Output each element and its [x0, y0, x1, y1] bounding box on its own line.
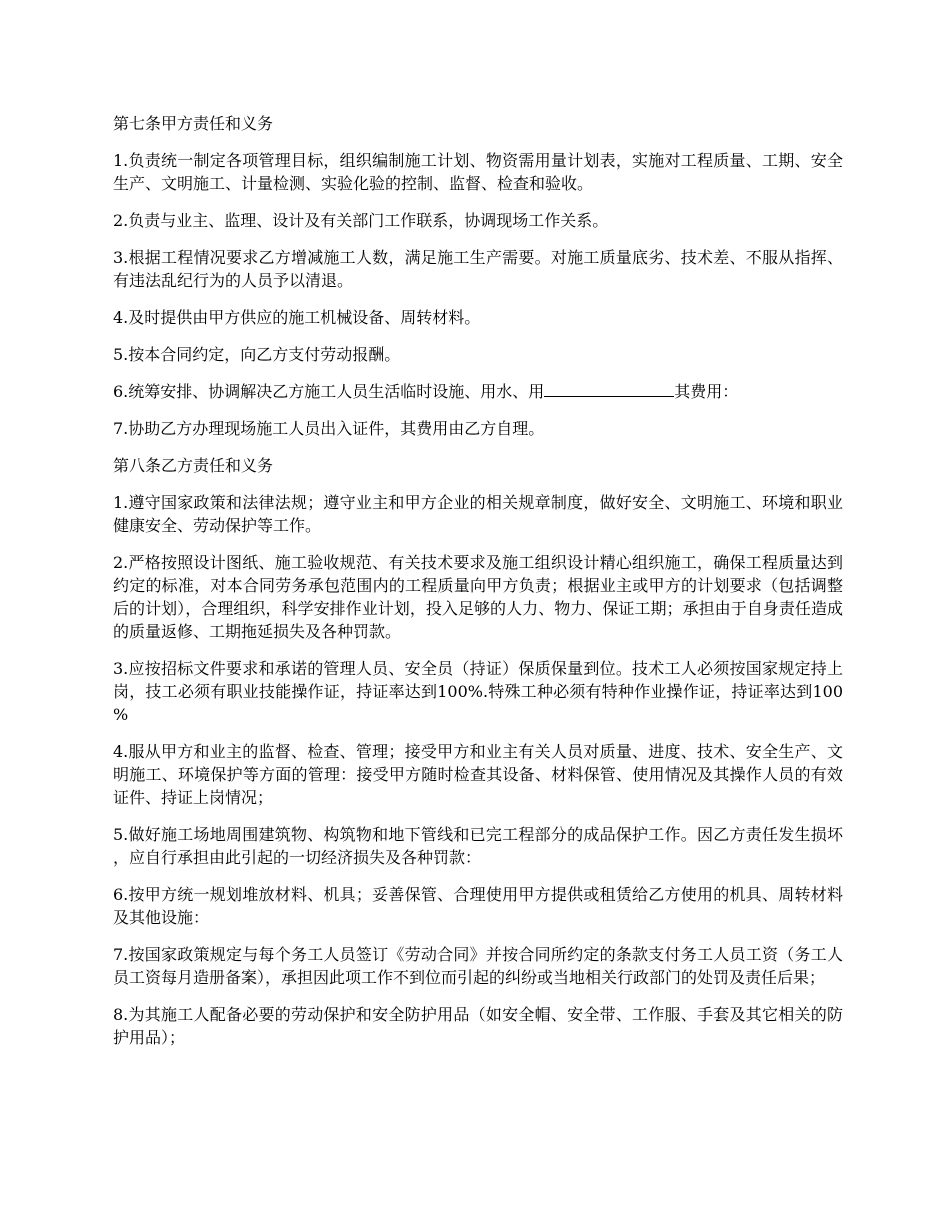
article-7-item-5: 5.按本合同约定，向乙方支付劳动报酬。 — [113, 345, 401, 364]
article-8-item-6: 6.按甲方统一规划堆放材料、机具；妥善保管、合理使用甲方提供或租赁给乙方使用的机具、周转材料及其他设施： — [113, 885, 843, 927]
article-8-item-3: 3.应按招标文件要求和承诺的管理人员、安全员（持证）保质保量到位。技术工人必须按国家规定持上岗，技工必须有职业技能操作证，持证率达到100%.特殊工种必须有特种作业操作证，持证率达到100% — [113, 659, 843, 724]
article-8-item-8: 8.为其施工人配备必要的劳动保护和安全防护用品（如安全帽、安全带、工作服、手套及其它相关的防护用品）； — [113, 1005, 843, 1047]
document-body — [113, 112, 843, 1063]
article-7-item-7: 7.协助乙方办理现场施工人员出入证件，其费用由乙方自理。 — [113, 419, 545, 438]
article-7-item-6-tail: 其费用： — [674, 382, 739, 401]
article-7-item-1: 1.负责统一制定各项管理目标，组织编制施工计划、物资需用量计划表，实施对工程质量、工期、安全生产、文明施工、计量检测、实验化验的控制、监督、检查和验收。 — [113, 151, 843, 193]
article-8-item-7: 7.按国家政策规定与每个务工人员签订《劳动合同》并按合同所约定的条款支付务工人员工资（务工人员工资每月造册备案），承担因此项工作不到位而引起的纠纷或当地相关行政部门的处罚及责任后果； — [113, 945, 843, 987]
fill-in-blank — [544, 380, 674, 397]
article-7-item-6 — [113, 380, 843, 403]
article-7-item-6-text: 6.统筹安排、协调解决乙方施工人员生活临时设施、用水、用 — [113, 382, 545, 401]
article-8-item-2: 2.严格按照设计图纸、施工验收规范、有关技术要求及施工组织设计精心组织施工，确保工程质量达到约定的标准，对本合同劳务承包范围内的工程质量向甲方负责；根据业主或甲方的计划要求（包括调整后的计划），合理组织，科学安排作业计划，投入足够的人力、物力、保证工期；承担由于自身责任造成的质量返修、工期拖延损失及各种罚款。 — [113, 553, 843, 641]
article-8-heading: 第八条乙方责任和义务 — [113, 456, 274, 475]
article-8-item-4: 4.服从甲方和业主的监督、检查、管理；接受甲方和业主有关人员对质量、进度、技术、安全生产、文明施工、环境保护等方面的管理：接受甲方随时检查其设备、材料保管、使用情况及其操作人员的有效证件、持证上岗情况； — [113, 742, 843, 807]
article-8-item-1: 1.遵守国家政策和法律法规；遵守业主和甲方企业的相关规章制度，做好安全、文明施工、环境和职业健康安全、劳动保护等工作。 — [113, 493, 843, 535]
article-8-item-5: 5.做好施工场地周围建筑物、构筑物和地下管线和已完工程部分的成品保护工作。因乙方责任发生损坏，应自行承担由此引起的一切经济损失及各种罚款： — [113, 825, 843, 867]
article-7-item-3: 3.根据工程情况要求乙方增减施工人数，满足施工生产需要。对施工质量底劣、技术差、不服从指挥、有违法乱纪行为的人员予以清退。 — [113, 248, 843, 290]
article-7-item-2: 2.负责与业主、监理、设计及有关部门工作联系，协调现场工作关系。 — [113, 211, 609, 230]
article-7-heading: 第七条甲方责任和义务 — [113, 114, 274, 133]
article-7-item-4: 4.及时提供由甲方供应的施工机械设备、周转材料。 — [113, 308, 481, 327]
